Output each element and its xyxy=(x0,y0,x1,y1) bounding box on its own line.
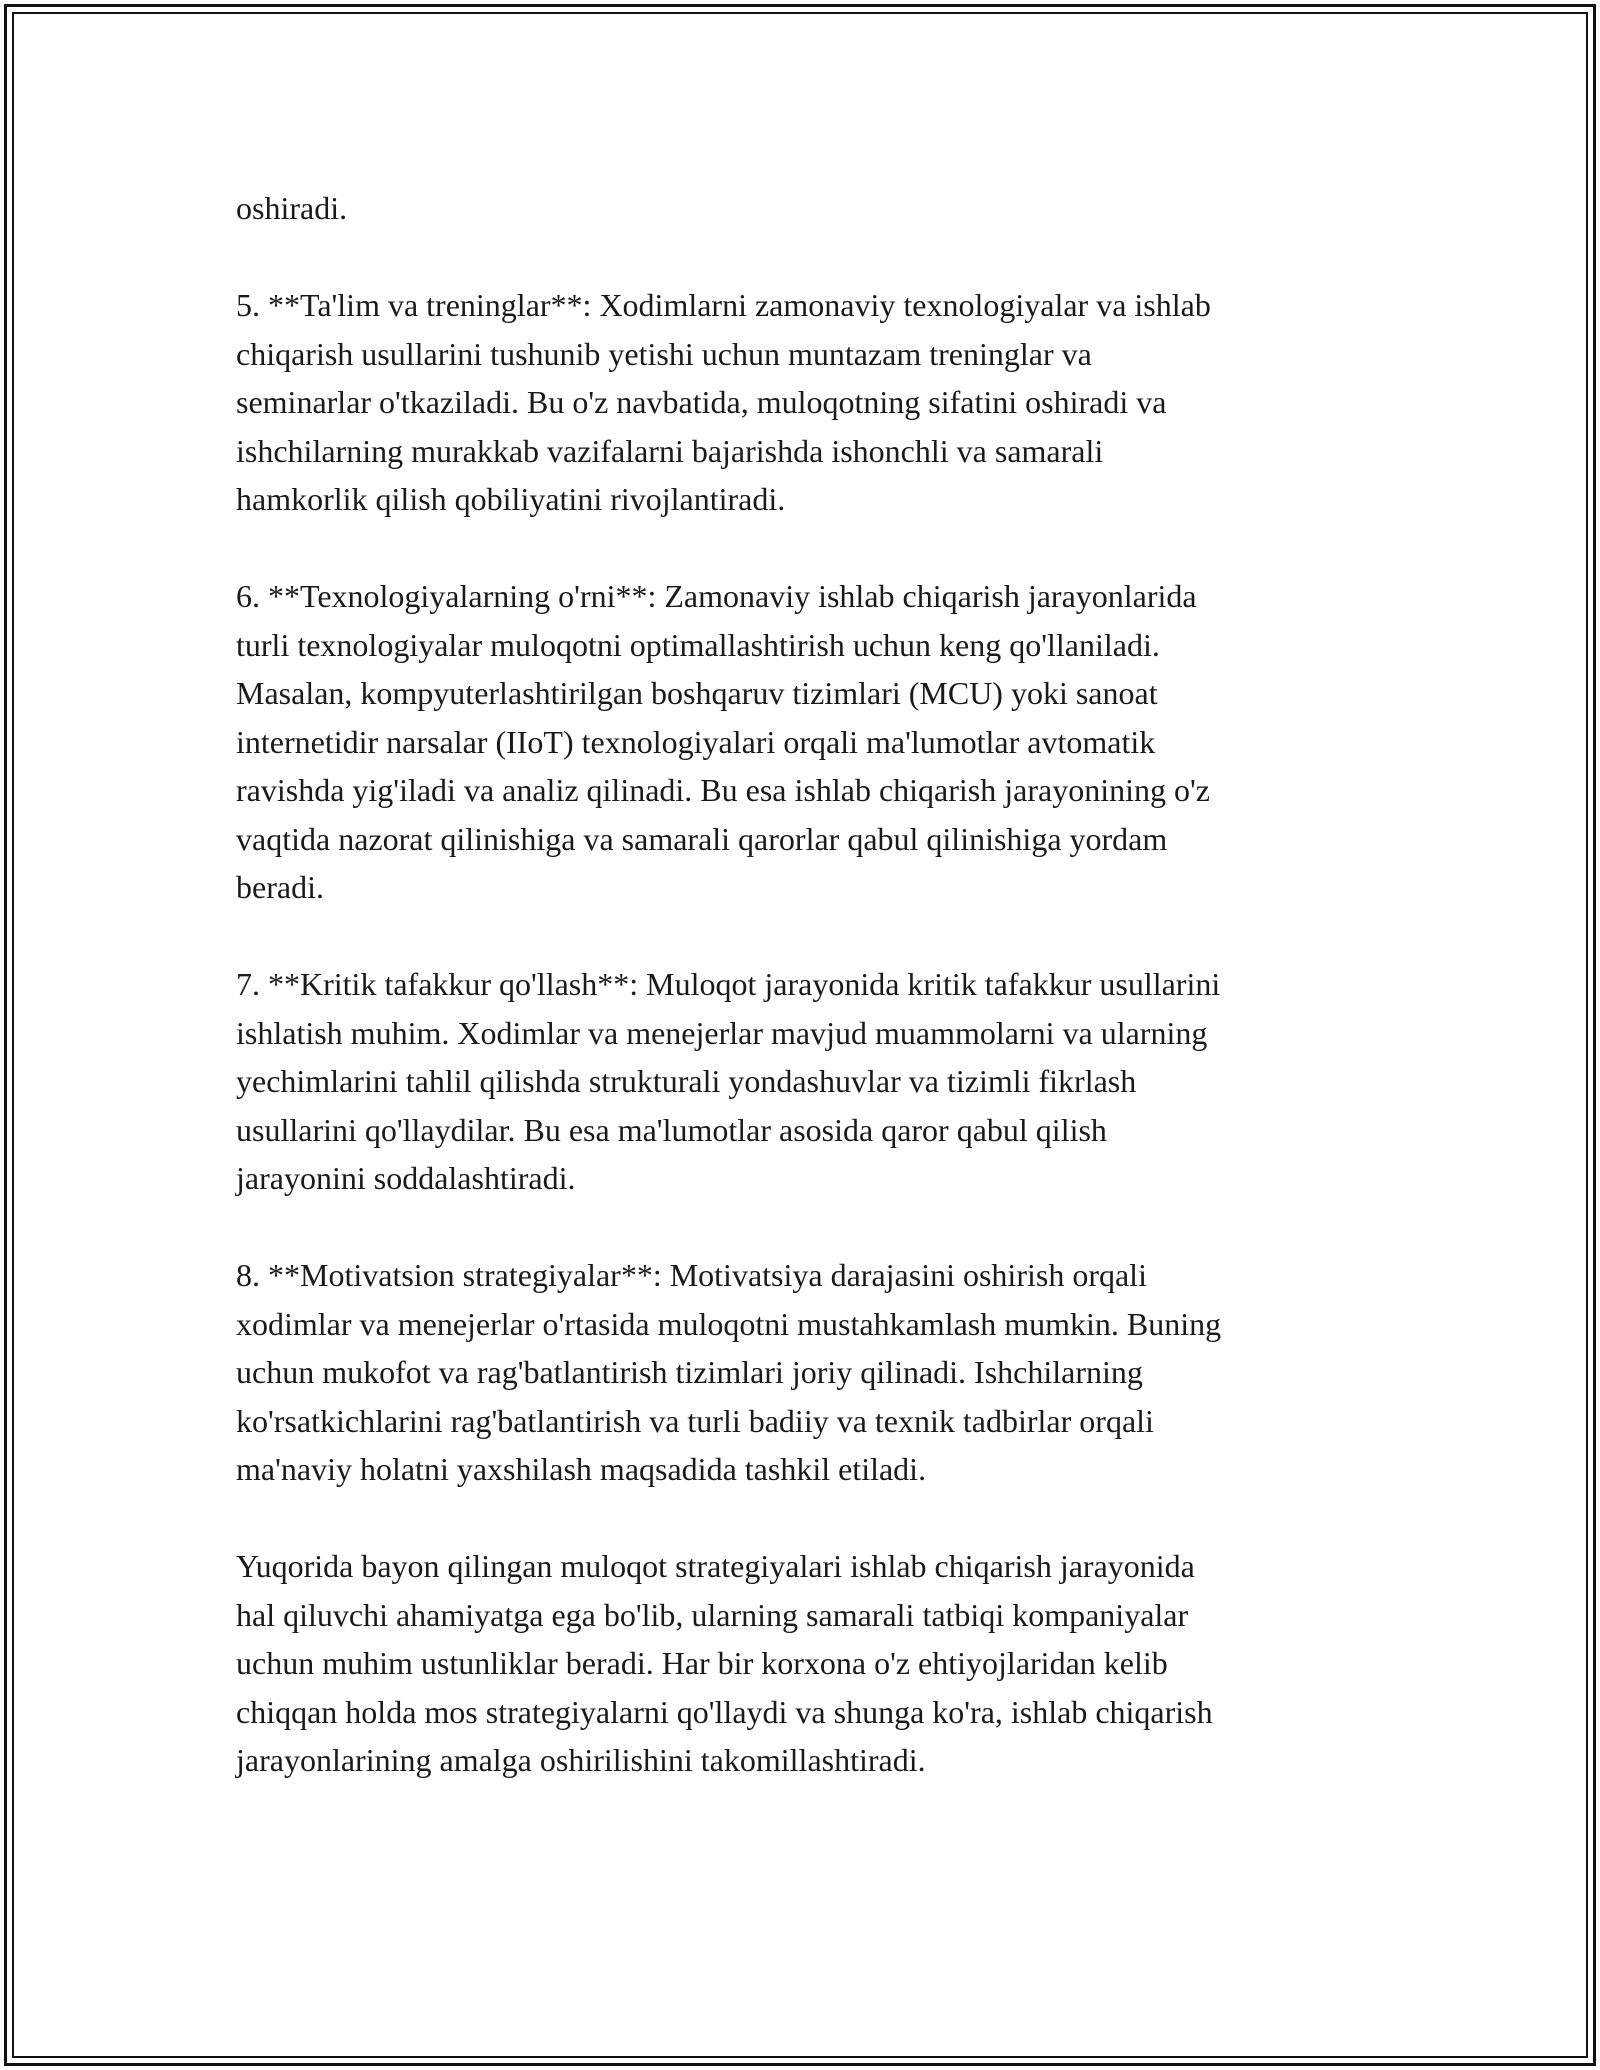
text-line: Masalan, kompyuterlashtirilgan boshqaruv tizimlari (MCU) yoki sanoat xyxy=(236,675,1158,711)
text-line: chiqarish usullarini tushunib yetishi uchun muntazam treninglar va xyxy=(236,335,1092,372)
text-line: 5. **Ta'lim va treninglar**: Xodimlarni zamonaviy texnologiyalar va ishlab xyxy=(236,287,1211,323)
text-line: jarayonlarining amalga oshirilishini takomillashtiradi. xyxy=(236,1742,926,1778)
paragraph-training xyxy=(236,281,1366,524)
text-line: hamkorlik qilish qobiliyatini rivojlantiradi. xyxy=(236,481,786,517)
paragraph-technology xyxy=(236,572,1366,912)
text-line: ishchilarning murakkab vazifalarni bajarishda ishonchli va samarali xyxy=(236,432,1104,469)
paragraph-continuation xyxy=(236,184,1366,233)
text-line: usullarini qo'llaydilar. Bu esa ma'lumotlar asosida qaror qabul qilish xyxy=(236,1111,1107,1148)
text-line: seminarlar o'tkaziladi. Bu o'z navbatida, muloqotning sifatini oshiradi va xyxy=(236,384,1167,420)
text-line: uchun mukofot va rag'batlantirish tizimlari joriy qilinadi. Ishchilarning xyxy=(236,1354,1143,1390)
text-line: ma'naviy holatni yaxshilash maqsadida tashkil etiladi. xyxy=(236,1451,927,1487)
document-body xyxy=(236,184,1366,1833)
paragraph-motivation xyxy=(236,1251,1366,1494)
text-line: internetidir narsalar (IIoT) texnologiyalari orqali ma'lumotlar avtomatik xyxy=(236,723,1156,760)
text-line: Yuqorida bayon qilingan muloqot strategiyalari ishlab chiqarish jarayonida xyxy=(236,1548,1195,1584)
text-line: vaqtida nazorat qilinishiga va samarali qarorlar qabul qilinishiga yordam xyxy=(236,820,1168,857)
text-line: 7. **Kritik tafakkur qo'llash**: Muloqot jarayonida kritik tafakkur usullarini xyxy=(236,966,1221,1002)
text-line: xodimlar va menejerlar o'rtasida muloqotni mustahkamlash mumkin. Buning xyxy=(236,1305,1222,1342)
text-line: ravishda yig'iladi va analiz qilinadi. Bu esa ishlab chiqarish jarayonining o'z xyxy=(236,772,1210,808)
text-line: ko'rsatkichlarini rag'batlantirish va turli badiiy va texnik tadbirlar orqali xyxy=(236,1402,1154,1439)
paragraph-conclusion xyxy=(236,1542,1366,1785)
text-line: 6. **Texnologiyalarning o'rni**: Zamonaviy ishlab chiqarish jarayonlarida xyxy=(236,578,1197,614)
paragraph-critical-thinking xyxy=(236,960,1366,1203)
text-line: beradi. xyxy=(236,869,324,905)
text-line: turli texnologiyalar muloqotni optimallashtirish uchun keng qo'llaniladi. xyxy=(236,626,1160,663)
text-line: chiqqan holda mos strategiyalarni qo'llaydi va shunga ko'ra, ishlab chiqarish xyxy=(236,1693,1213,1730)
text-line: yechimlarini tahlil qilishda strukturali yondashuvlar va tizimli fikrlash xyxy=(236,1063,1137,1099)
text-line: ishlatish muhim. Xodimlar va menejerlar mavjud muammolarni va ularning xyxy=(236,1014,1208,1051)
text-line: 8. **Motivatsion strategiyalar**: Motivatsiya darajasini oshirish orqali xyxy=(236,1257,1147,1293)
text-line: jarayonini soddalashtiradi. xyxy=(236,1160,576,1196)
text-line: oshiradi. xyxy=(236,190,348,226)
text-line: uchun muhim ustunliklar beradi. Har bir korxona o'z ehtiyojlaridan kelib xyxy=(236,1645,1168,1681)
text-line: hal qiluvchi ahamiyatga ega bo'lib, ularning samarali tatbiqi kompaniyalar xyxy=(236,1596,1189,1633)
